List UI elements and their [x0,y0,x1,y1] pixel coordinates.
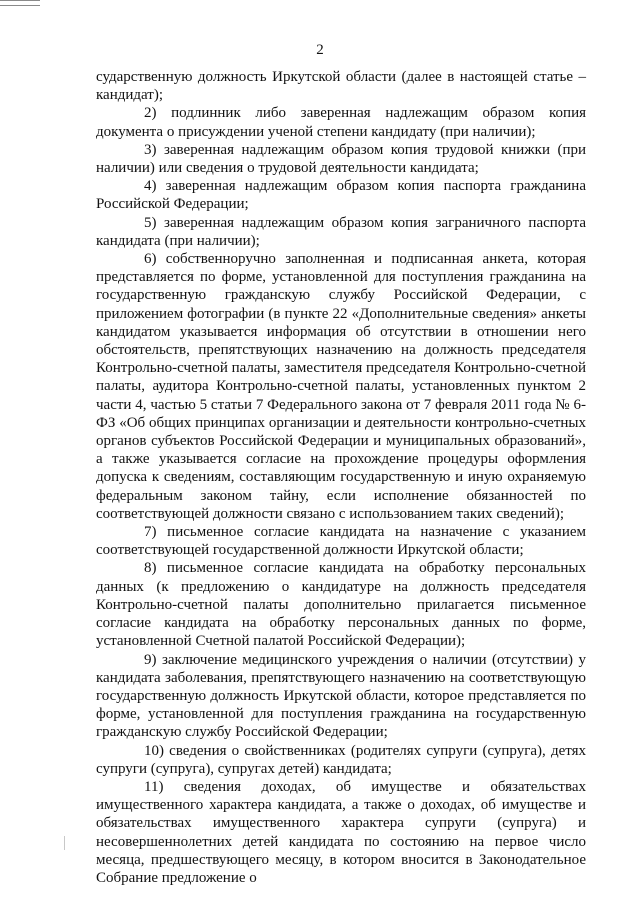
paragraph-continuation: сударственную должность Иркутской области (далее в настоящей статье – кандидат); [96,69,586,104]
paragraph-item-4: 4) заверенная надлежащим образом копия паспорта гражданина Российской Федерации; [96,178,586,213]
scan-margin-speck [64,836,65,850]
document-body [96,68,586,887]
paragraph-item-3: 3) заверенная надлежащим образом копия трудовой книжки (при наличии) или сведения о трудовой деятельности кандидата; [96,141,586,177]
paragraph-item-6: 6) собственноручно заполненная и подписанная анкета, которая представляется по форме, установленной для поступления гражданина на государственную гражданскую службу Российской Федерации, с приложением фотографии (в пункте 22 «Дополнительные сведения» анкеты кандидатом указывается информация об отсутствии в отношении него обстоятельств, препятствующих назначению на должность председателя Контрольно-счетной палаты, заместителя председателя Контрольно-счетной палаты, аудитора Контрольно-счетной палаты, установленных пунктом 2 части 4, частью 5 статьи 7 Федерального закона от 7 февраля 2011 года № 6-ФЗ «Об общих принципах организации и деятельности контрольно-счетных органов субъектов Российской Федерации и муниципальных образований», а также указывается согласие на прохождение процедуры оформления допуска к сведениям, составляющим государственную и иную охраняемую федеральным законом тайну, если исполнение обязанностей по соответствующей должности связано с использованием таких сведений); [96,251,587,522]
scan-corner-mark [0,0,40,6]
paragraph-item-9: 9) заключение медицинского учреждения о наличии (отсутствии) у кандидата заболевания, препятствующего назначению на соответствующую государственную должность Иркутской области, которое представляется по форме, установленной для поступления гражданина на государственную гражданскую службу Российской Федерации; [96,651,586,741]
paragraph-item-11: 11) сведения доходах, об имуществе и обязательствах имущественного характера кандидата, а также о доходах, об имуществе и обязательствах имущественного характера супруги (супруга) и несовершеннолетних детей кандидата по состоянию на первое число месяца, предшествующего месяцу, в котором вносится в Законодательное Собрание предложение о [96,778,586,886]
page-number: 2 [316,42,324,58]
paragraph-item-7: 7) письменное согласие кандидата на назначение с указанием соответствующей государственной должности Иркутской области; [96,524,586,559]
paragraph-item-8: 8) письменное согласие кандидата на обработку персональных данных (к предложению о кандидатуре на должность председателя Контрольно-счетной палаты дополнительно прилагается письменное согласие кандидата на обработку персональных данных по форме, установленной Счетной палатой Российской Федерации); [96,560,586,650]
paragraph-item-5: 5) заверенная надлежащим образом копия заграничного паспорта кандидата (при наличии); [96,214,586,249]
paragraph-item-2: 2) подлинник либо заверенная надлежащим образом копия документа о присуждении ученой степени кандидату (при наличии); [96,105,586,140]
paragraph-item-10: 10) сведения о свойственниках (родителях супруги (супруга), детях супруги (супруга), супругах детей) кандидата; [96,742,586,777]
